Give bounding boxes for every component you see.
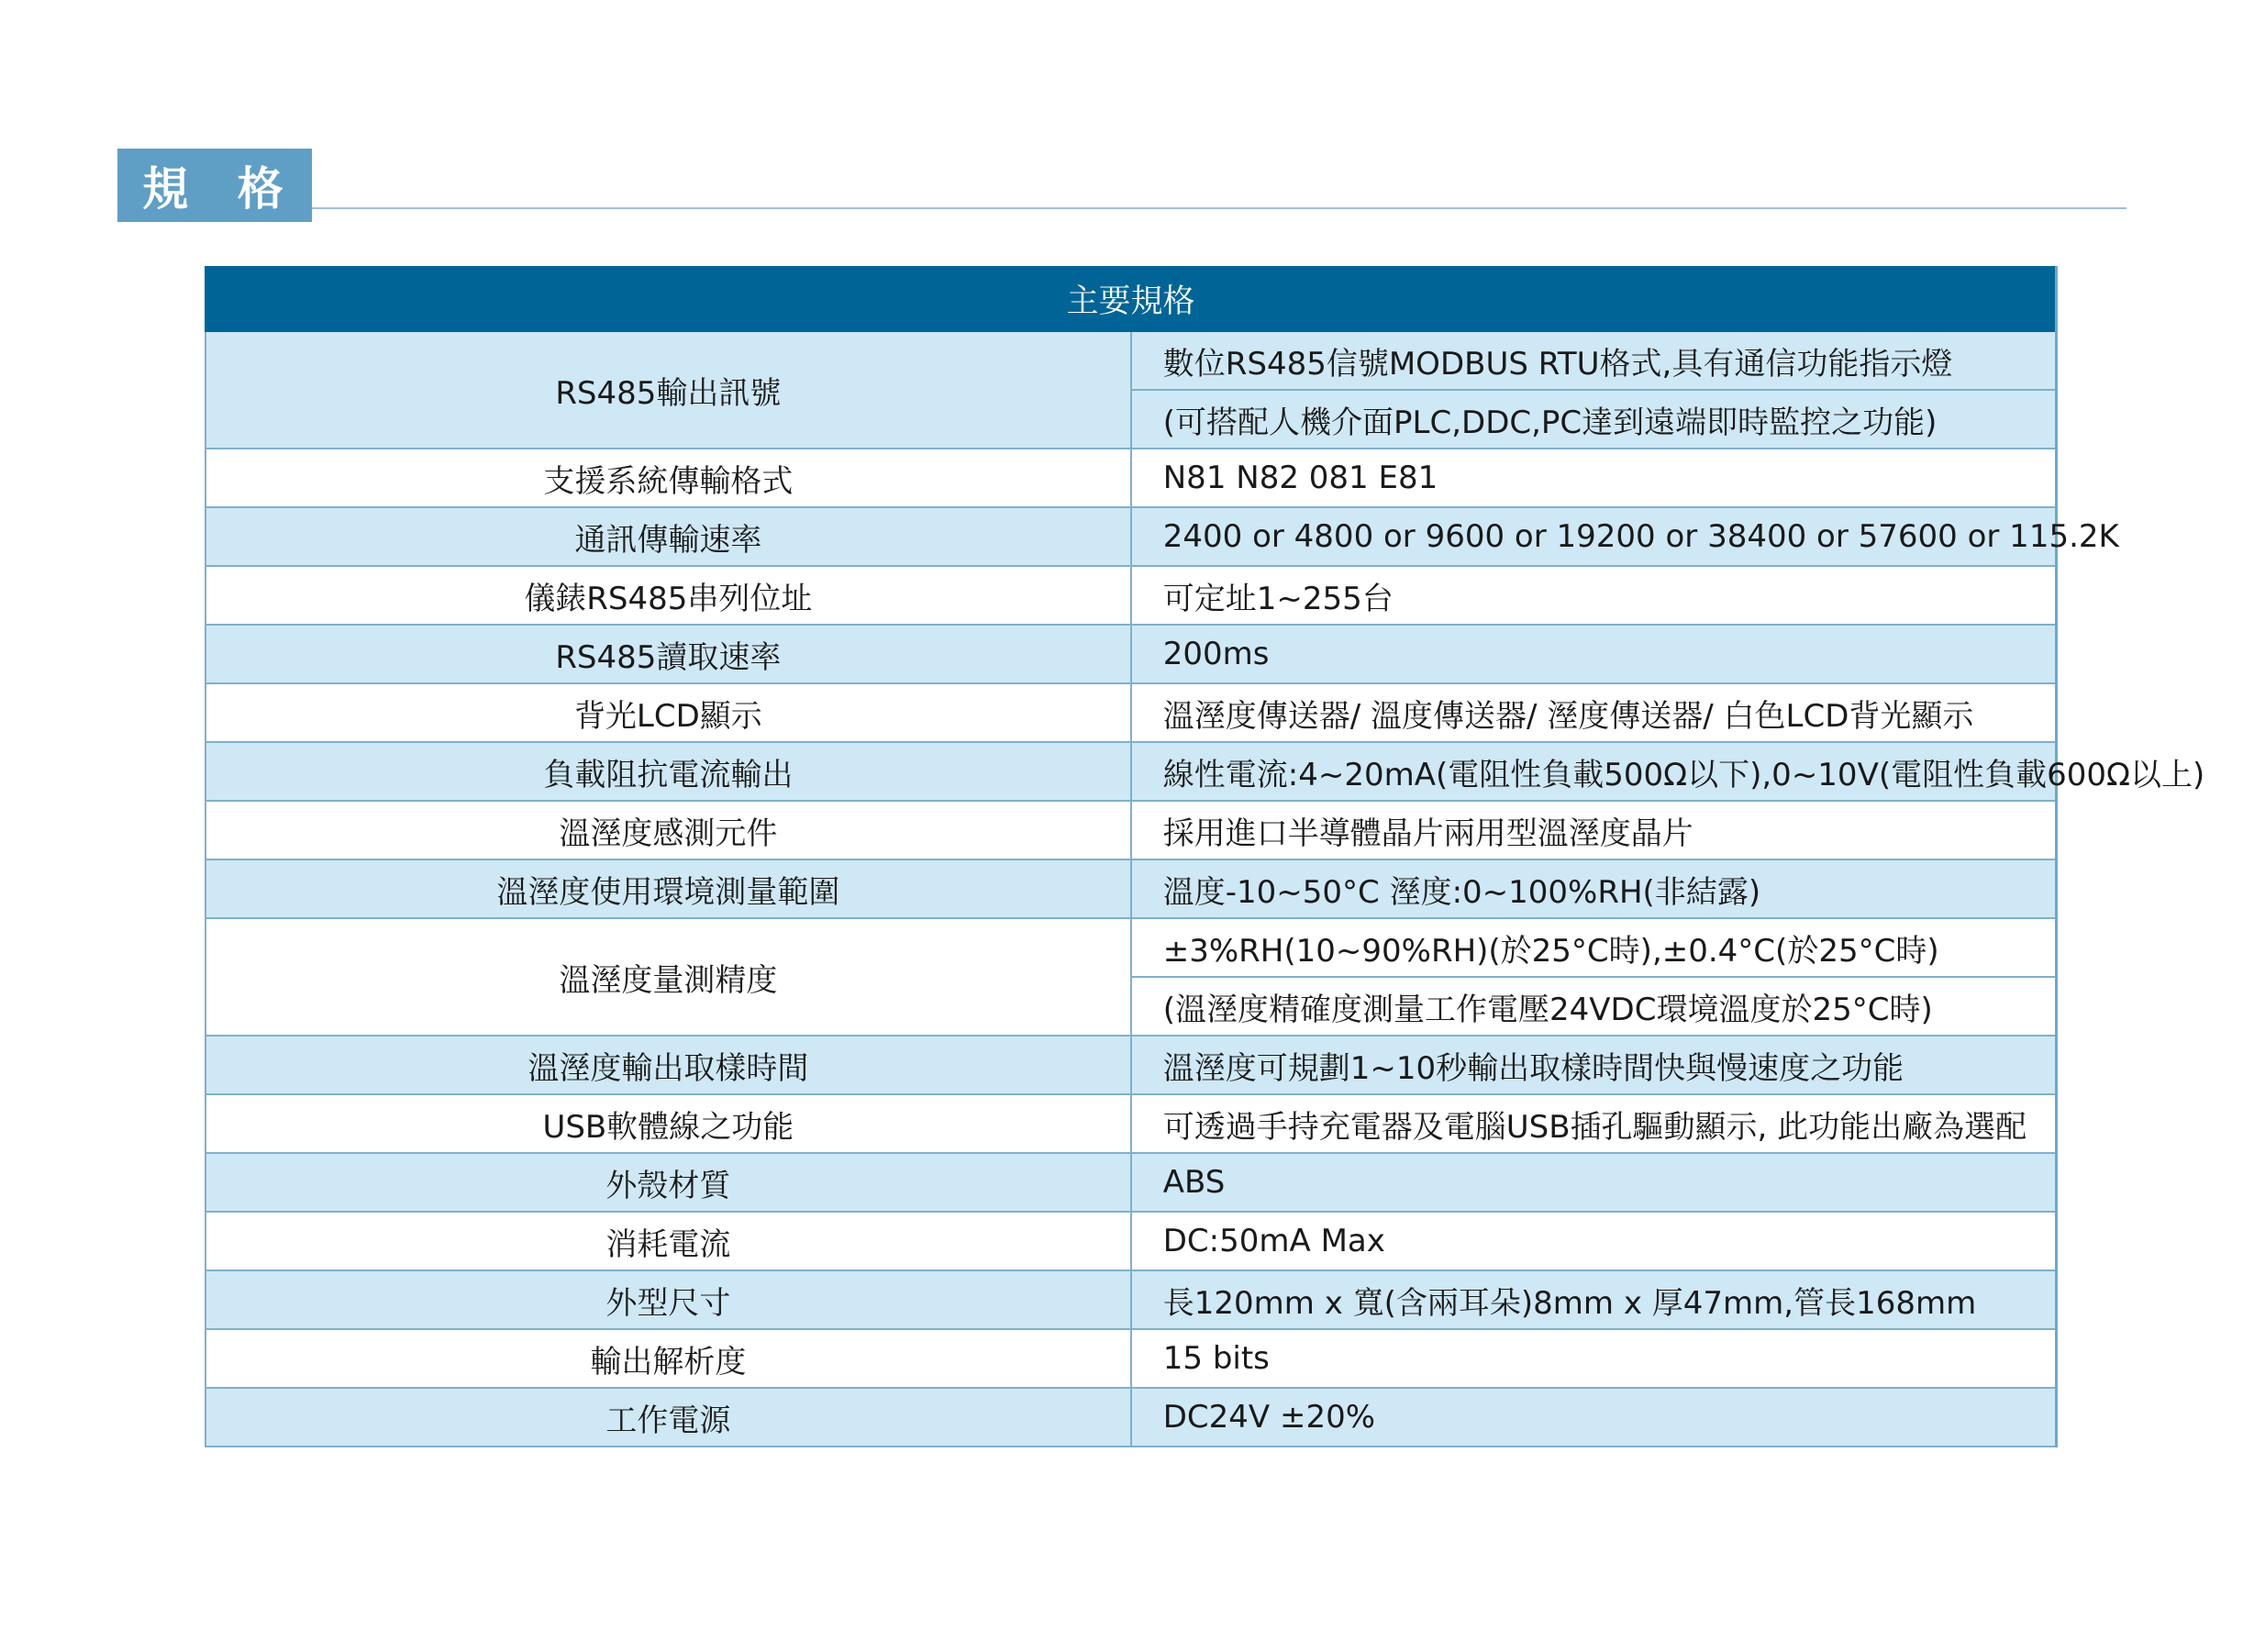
- spec-value: 溫度-10~50°C 溼度:0~100%RH(非結露): [1131, 859, 2057, 918]
- section-header: [117, 149, 2126, 222]
- spec-label: RS485輸出訊號: [205, 331, 1131, 449]
- table-row: [205, 449, 2057, 507]
- spec-label: 支援系統傳輸格式: [205, 449, 1131, 507]
- table-row: [205, 1212, 2057, 1270]
- table-row: [205, 1036, 2057, 1094]
- spec-label: 背光LCD顯示: [205, 683, 1131, 742]
- spec-value: 200ms: [1131, 625, 2057, 683]
- spec-label: 工作電源: [205, 1388, 1131, 1447]
- spec-value: ±3%RH(10~90%RH)(於25°C時),±0.4°C(於25°C時): [1131, 918, 2057, 977]
- section-divider: [312, 207, 2126, 209]
- spec-label: 外型尺寸: [205, 1270, 1131, 1329]
- spec-label: 溫溼度量測精度: [205, 918, 1131, 1036]
- table-row: [205, 1388, 2057, 1447]
- spec-label: 儀錶RS485串列位址: [205, 566, 1131, 625]
- spec-label: USB軟體線之功能: [205, 1094, 1131, 1153]
- table-row: [205, 918, 2057, 977]
- table-row: [205, 801, 2057, 859]
- spec-value: 15 bits: [1131, 1329, 2057, 1388]
- spec-table: [205, 266, 2205, 1447]
- spec-value: 數位RS485信號MODBUS RTU格式,具有通信功能指示燈: [1131, 331, 2057, 390]
- spec-value: 線性電流:4~20mA(電阻性負載500Ω以下),0~10V(電阻性負載600Ω以上): [1131, 742, 2057, 801]
- table-row: [205, 683, 2057, 742]
- spec-value: DC:50mA Max: [1131, 1212, 2057, 1270]
- section-title: 規 格: [117, 149, 312, 222]
- table-row: [205, 742, 2057, 801]
- spec-value: 溫溼度可規劃1~10秒輸出取樣時間快與慢速度之功能: [1131, 1036, 2057, 1094]
- table-row: [205, 1153, 2057, 1212]
- spec-label: 負載阻抗電流輸出: [205, 742, 1131, 801]
- table-row: [205, 331, 2057, 390]
- table-row: [205, 1329, 2057, 1388]
- spec-value: 溫溼度傳送器/ 溫度傳送器/ 溼度傳送器/ 白色LCD背光顯示: [1131, 683, 2057, 742]
- spec-label: 溫溼度感測元件: [205, 801, 1131, 859]
- table-row: [205, 507, 2057, 566]
- table-row: [205, 1094, 2057, 1153]
- spec-value: ABS: [1131, 1153, 2057, 1212]
- spec-value: (溫溼度精確度測量工作電壓24VDC環境溫度於25°C時): [1131, 977, 2057, 1036]
- spec-value: 可定址1~255台: [1131, 566, 2057, 625]
- spec-label: 外殼材質: [205, 1153, 1131, 1212]
- spec-label: 消耗電流: [205, 1212, 1131, 1270]
- table-header-row: [205, 267, 2057, 331]
- spec-label: RS485讀取速率: [205, 625, 1131, 683]
- table-row: [205, 1270, 2057, 1329]
- table-row: [205, 859, 2057, 918]
- spec-value: DC24V ±20%: [1131, 1388, 2057, 1447]
- spec-value: (可搭配人機介面PLC,DDC,PC達到遠端即時監控之功能): [1131, 390, 2057, 449]
- spec-label: 輸出解析度: [205, 1329, 1131, 1388]
- table-row: [205, 566, 2057, 625]
- spec-value: 2400 or 4800 or 9600 or 19200 or 38400 or 57600 or 115.2K: [1131, 507, 2057, 566]
- table-row: [205, 625, 2057, 683]
- spec-value: N81 N82 081 E81: [1131, 449, 2057, 507]
- spec-value: 可透過手持充電器及電腦USB插孔驅動顯示, 此功能出廠為選配: [1131, 1094, 2057, 1153]
- spec-label: 通訊傳輸速率: [205, 507, 1131, 566]
- spec-value: 採用進口半導體晶片兩用型溫溼度晶片: [1131, 801, 2057, 859]
- spec-value: 長120mm x 寬(含兩耳朵)8mm x 厚47mm,管長168mm: [1131, 1270, 2057, 1329]
- spec-label: 溫溼度輸出取樣時間: [205, 1036, 1131, 1094]
- table-header: 主要規格: [205, 267, 2057, 331]
- spec-label: 溫溼度使用環境測量範圍: [205, 859, 1131, 918]
